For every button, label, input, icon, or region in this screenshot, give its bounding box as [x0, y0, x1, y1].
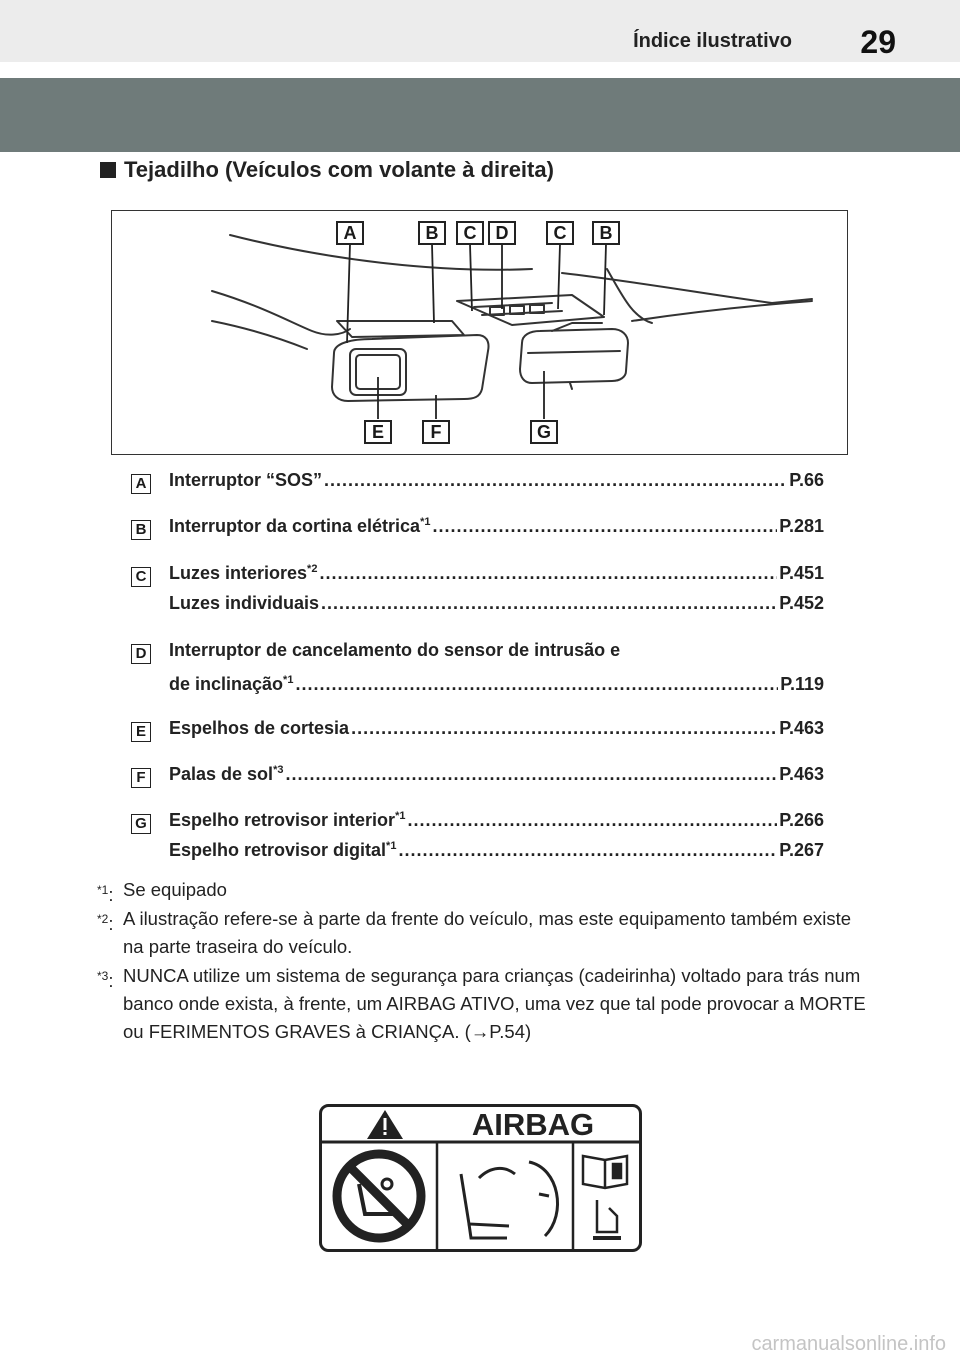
page-reference-link[interactable]: P.463 [779, 764, 824, 784]
item-line [169, 593, 824, 614]
leader-dots [321, 593, 777, 614]
footnote: $^{*1}$: Se equipado [97, 879, 227, 906]
item-letter-box: C [131, 567, 151, 587]
item-footnote-mark: *1 [386, 840, 397, 852]
leader-dots [324, 470, 787, 491]
footnote-mark: *2 [97, 912, 109, 926]
item-letter-box: F [131, 768, 151, 788]
roof-illustration [111, 210, 848, 455]
item-label: Luzes interiores [169, 563, 308, 583]
item-footnote-mark: *3 [273, 764, 284, 776]
leader-dots [432, 516, 777, 537]
leader-dots [295, 674, 778, 695]
footnote-mark: *3 [97, 969, 109, 983]
item-line [169, 840, 824, 861]
item-footnote-mark: *1 [283, 674, 294, 686]
item-label: Espelhos de cortesia [169, 718, 350, 738]
page-reference-link[interactable]: P.452 [779, 593, 824, 613]
item-line [169, 563, 824, 584]
item-letter-box: A [131, 474, 151, 494]
item-letter-box: E [131, 722, 151, 742]
item-line [169, 718, 824, 739]
item-letter-box: G [131, 814, 151, 834]
section-title [100, 157, 554, 183]
page-reference-link[interactable]: P.119 [780, 674, 824, 694]
item-letter-box: D [131, 644, 151, 664]
footnote-text: A ilustração refere-se à parte da frente do veículo, mas este equipamento também existe na parte traseira do veículo. [123, 908, 852, 957]
page-header [0, 0, 960, 62]
item-label: de inclinação [169, 674, 284, 694]
item-label: Espelho retrovisor digital [169, 840, 387, 860]
section-title-text: Tejadilho (Veículos com volante à direita) [124, 157, 554, 182]
footnote: $^{*2}$: A ilustração refere-se à parte da frente do veículo, mas este equipamento também existe na parte traseira do veículo. [97, 908, 852, 957]
airbag-label-title: AIRBAG [471, 1107, 595, 1142]
page-reference-link[interactable]: P.266 [779, 810, 824, 830]
item-line [169, 764, 824, 785]
item-line [169, 516, 824, 537]
callout-c: C [546, 221, 574, 245]
callout-a: A [336, 221, 364, 245]
page-reference-link[interactable]: P.267 [779, 840, 824, 860]
callout-g: G [530, 420, 558, 444]
watermark: carmanualsonline.info [751, 1333, 946, 1355]
item-line [169, 470, 824, 491]
footnote-text: Se equipado [123, 879, 227, 900]
page-number: 29 [860, 24, 896, 60]
item-letter-box: B [131, 520, 151, 540]
footnote-text: NUNCA utilize um sistema de segurança para crianças (cadeirinha) voltado para trás num banco onde exista, à frente, um AIRBAG ATIVO, uma vez que tal pode provocar a MORTE ou FERIMENTOS GRAVES à CRIANÇA. (→P.54) [123, 965, 866, 1042]
callout-d: D [488, 221, 516, 245]
callout-c: C [456, 221, 484, 245]
item-footnote-mark: *1 [395, 810, 406, 822]
item-label: Interruptor de cancelamento do sensor de intrusão e [169, 640, 621, 660]
leader-dots [351, 718, 777, 739]
callout-b: B [592, 221, 620, 245]
item-label: Interruptor “SOS” [169, 470, 323, 490]
item-label: Palas de sol [169, 764, 274, 784]
header-title: Índice ilustrativo [633, 30, 792, 52]
item-label: Luzes individuais [169, 593, 320, 613]
page-reference-link[interactable]: P.463 [779, 718, 824, 738]
callout-f: F [422, 420, 450, 444]
square-bullet-icon [100, 162, 116, 178]
leader-dots [319, 563, 777, 584]
item-line [169, 674, 824, 695]
header-band [0, 78, 960, 152]
footnote: $^{*3}$: NUNCA utilize um sistema de segurança para crianças (cadeirinha) voltado para trás num banco onde exista, à frente, um AIRBAG ATIVO, uma vez que tal pode provocar a MORTE ou FERIMENTOS GRAVES à CRIANÇA. (→P.54) [97, 965, 866, 1042]
callout-e: E [364, 420, 392, 444]
item-footnote-mark: *2 [307, 563, 318, 575]
item-line [169, 640, 824, 661]
item-label: Espelho retrovisor interior [169, 810, 396, 830]
callout-b: B [418, 221, 446, 245]
page-reference-link[interactable]: P.451 [779, 563, 824, 583]
airbag-warning-label [319, 1104, 642, 1252]
footnote-mark: *1 [97, 883, 109, 897]
item-footnote-mark: *1 [420, 516, 431, 528]
roof-line-drawing [112, 211, 848, 455]
leader-dots [398, 840, 777, 861]
leader-dots [285, 764, 777, 785]
page-reference-link[interactable]: P.66 [789, 470, 824, 490]
leader-dots [407, 810, 777, 831]
item-line [169, 810, 824, 831]
page-reference-link[interactable]: P.281 [779, 516, 824, 536]
item-label: Interruptor da cortina elétrica [169, 516, 421, 536]
footnotes [97, 876, 867, 1047]
